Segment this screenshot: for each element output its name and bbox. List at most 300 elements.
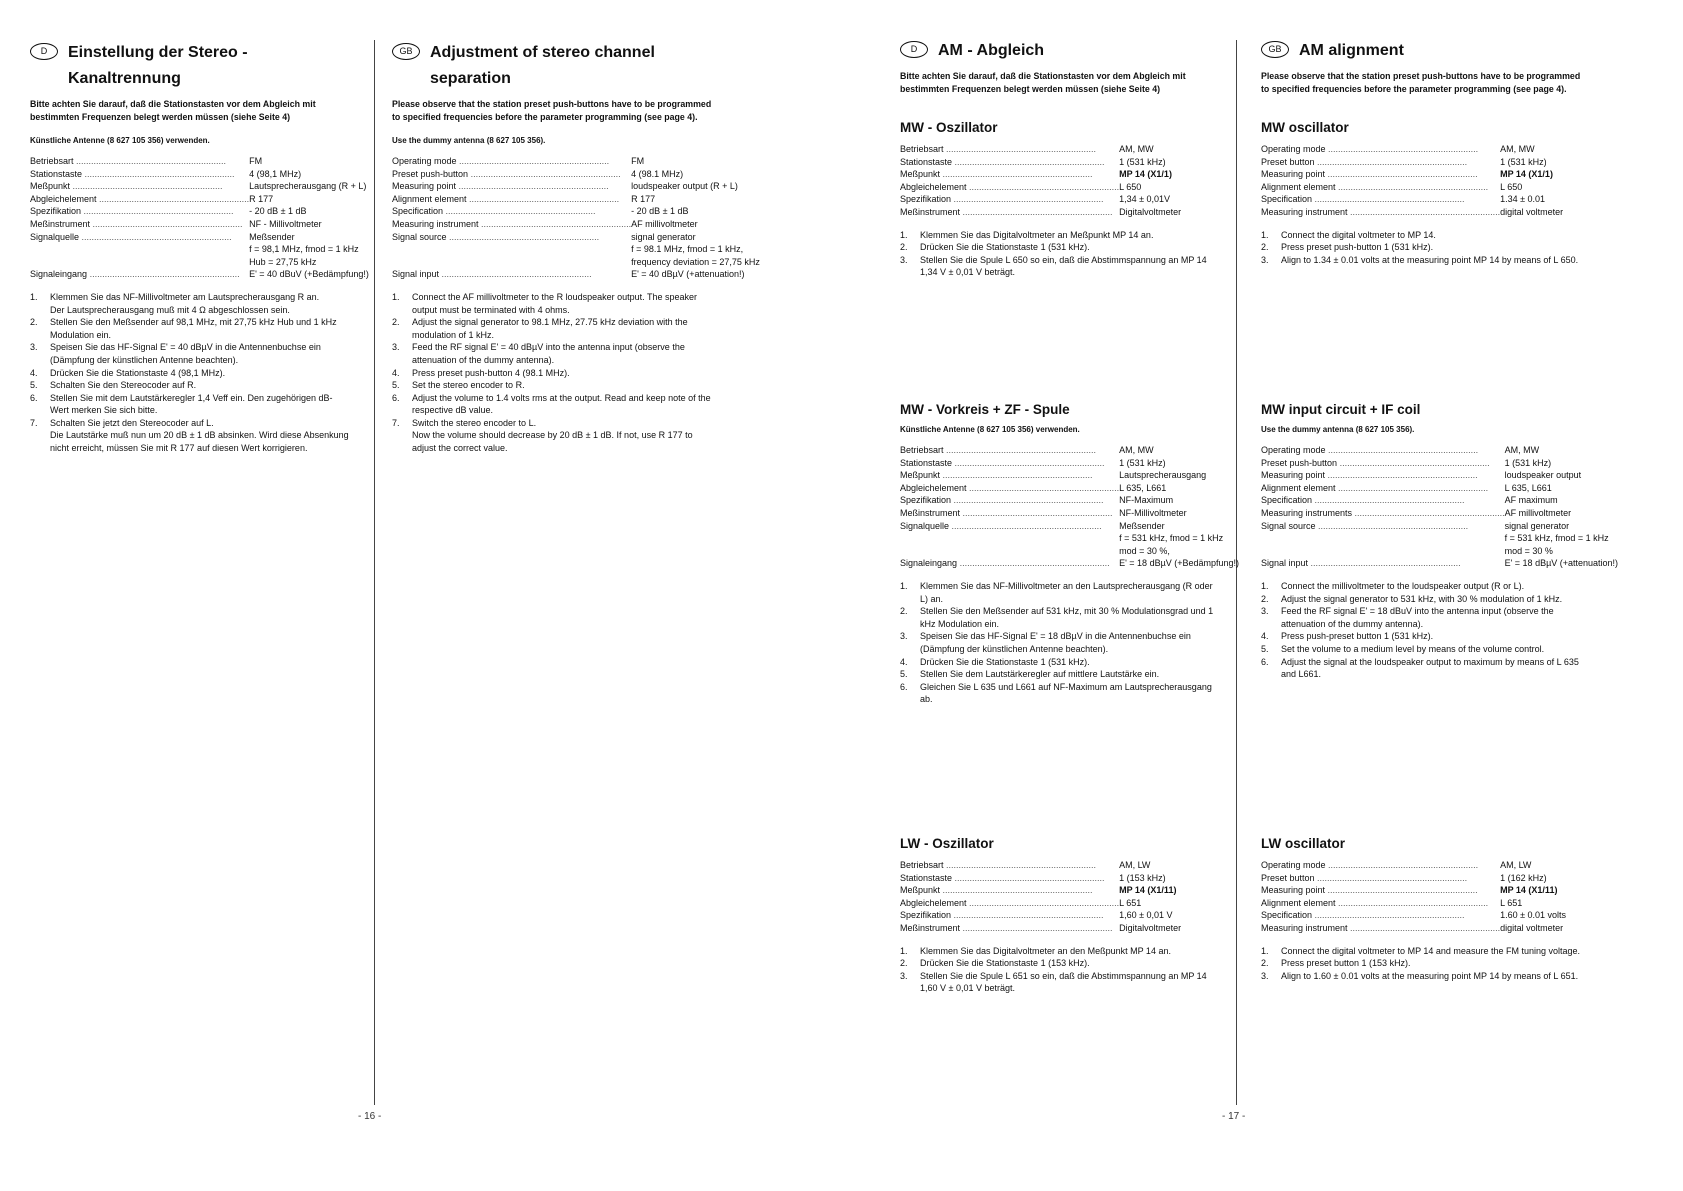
step-number [30, 304, 50, 317]
parameter-row [30, 193, 369, 206]
parameter-row [900, 444, 1239, 457]
step-text: Set the stereo encoder to R. [412, 380, 525, 391]
step-text: Connect the digital voltmeter to MP 14 and measure the FM tuning voltage. [1281, 945, 1580, 956]
step-text: Drücken Sie die Stationstaste 1 (531 kHz). [920, 656, 1090, 667]
parameter-key [392, 193, 631, 206]
step-text: Gleichen Sie L 635 und L661 auf NF-Maximum am Lautsprecherausgang ab. [920, 681, 1212, 705]
parameter-row [900, 181, 1181, 194]
mw-oscillator-de [900, 120, 1220, 279]
parameter-row [30, 218, 369, 231]
leader-dots: ............................................................ [1325, 885, 1478, 896]
step-text: Speisen Sie das HF-Signal E' = 18 dBµV in die Antennenbuchse ein (Dämpfung der künstlichen Antenne beachten). [920, 631, 1191, 654]
parameter-key [1261, 557, 1505, 570]
parameter-key [30, 180, 249, 193]
leader-dots: ............................................................ [1337, 457, 1490, 468]
parameter-value: mod = 30 % [1504, 545, 1553, 556]
page-number-right: - 17 - [1222, 1111, 1246, 1122]
leader-dots: ............................................................ [446, 231, 600, 242]
step-number: 2. [900, 958, 908, 969]
parameter-value: digital voltmeter [1500, 922, 1564, 933]
step-text: Die Lautstärke muß nun um 20 dB ± 1 dB absinken. Wird diese Absenkung nicht erreicht, müssen Sie mit R 177 auf diesen Wert korrigieren. [50, 430, 349, 454]
parameter-key-label: Measuring instruments [1261, 507, 1353, 518]
left-column-divider [374, 40, 375, 1105]
step-text: Align to 1.60 ± 0.01 volts at the measuring point MP 14 by means of L 651. [1281, 970, 1579, 981]
leader-dots: ............................................................ [951, 194, 1104, 205]
parameter-key [900, 206, 1119, 219]
parameter-value: loudspeaker output [1504, 470, 1582, 481]
step-text: Connect the digital voltmeter to MP 14. [1281, 229, 1436, 240]
section-title: Adjustment of stereo channel separation [430, 44, 655, 87]
subsection-title: MW oscillator [1261, 120, 1349, 135]
step-text: Adjust the signal at the loudspeaker output to maximum by means of L 635 and L661. [1281, 656, 1579, 680]
step-item [900, 970, 1220, 995]
parameter-key-label: Betriebsart [900, 445, 944, 455]
antenna-note: Use the dummy antenna (8 627 105 356). [1261, 425, 1415, 434]
parameter-value: 1 (162 kHz) [1500, 872, 1547, 883]
parameter-key-label: Meßinstrument [900, 922, 961, 933]
step-text: Feed the RF signal E' = 18 dBuV into the antenna input (observe the attenuation of the dummy antenna). [1281, 606, 1554, 629]
step-text: Drücken Sie die Stationstaste 1 (531 kHz). [920, 242, 1090, 253]
parameter-key [900, 181, 1119, 194]
parameter-value: 4 (98,1 MHz) [249, 168, 302, 179]
parameter-key [1261, 143, 1500, 156]
parameter-row [1261, 897, 1566, 910]
parameter-value: 1,60 ± 0,01 V [1119, 910, 1173, 921]
parameter-key-label: Alignment element [1261, 897, 1336, 908]
step-item [900, 945, 1220, 958]
parameter-key [1261, 482, 1505, 495]
parameter-key [392, 168, 631, 181]
parameter-value: NF-Millivoltmeter [1119, 507, 1187, 518]
leader-dots: ............................................................ [960, 507, 1113, 518]
parameter-key [900, 494, 1119, 507]
parameter-row [1261, 507, 1618, 520]
parameter-key-label: Stationstaste [900, 872, 953, 883]
parameter-key [1261, 859, 1500, 872]
leader-dots: ............................................................ [1308, 558, 1461, 569]
step-text: Speisen Sie das HF-Signal E' = 40 dBµV in die Antennenbuchse ein (Dämpfung der künstlichen Antenne beachten). [50, 342, 321, 365]
parameter-key [900, 897, 1119, 910]
parameter-row [30, 168, 369, 181]
step-item [1261, 593, 1581, 606]
leader-dots: ............................................................ [81, 206, 234, 217]
parameter-value: f = 531 kHz, fmod = 1 kHz [1504, 533, 1609, 544]
parameter-key-label: Meßpunkt [900, 470, 941, 481]
mw-input-circuit-de [900, 402, 1240, 706]
parameter-row [392, 155, 760, 168]
step-number: 3. [900, 631, 908, 642]
parameter-value: AM, MW [1500, 144, 1535, 154]
parameter-value: E' = 18 dBµV (+attenuation!) [1504, 558, 1619, 569]
step-text: Switch the stereo encoder to L. [412, 417, 537, 428]
parameter-row [900, 922, 1181, 935]
parameter-row [900, 545, 1239, 558]
parameter-value: Meßsender [1119, 520, 1165, 531]
leader-dots: ............................................................ [1325, 860, 1479, 870]
step-text: Press preset button 1 (153 kHz). [1281, 958, 1411, 969]
step-text: Stellen Sie die Spule L 650 so ein, daß die Abstimmspannung an MP 14 1,34 V ± 0,01 V beträgt. [920, 254, 1207, 278]
parameter-value: FM [631, 156, 645, 166]
parameter-value: 1 (531 kHz) [1119, 457, 1166, 468]
parameter-key [392, 155, 631, 168]
parameter-key-label: Alignment element [392, 193, 467, 204]
leader-dots: ............................................................ [1347, 922, 1501, 933]
parameter-row [900, 897, 1181, 910]
parameter-key-label: Meßpunkt [900, 885, 941, 896]
step-text: Stellen Sie den Meßsender auf 531 kHz, mit 30 % Modulationsgrad und 1 kHz Modulation ein. [920, 606, 1214, 629]
parameter-value: 1.34 ± 0.01 [1500, 194, 1546, 205]
section-title: AM - Abgleich [938, 42, 1045, 59]
parameter-key-label: Signal input [1261, 558, 1309, 569]
step-text: Der Lautsprecherausgang muß mit 4 Ω abgeschlossen sein. [50, 304, 290, 315]
parameter-table [30, 155, 369, 281]
step-number: 4. [900, 656, 908, 667]
step-item [900, 681, 1220, 706]
step-text: Adjust the signal generator to 98.1 MHz, 27.75 kHz deviation with the modulation of 1 kHz. [412, 317, 688, 340]
leader-dots: ............................................................ [87, 269, 240, 280]
parameter-value: L 651 [1500, 897, 1523, 908]
parameter-key [1261, 494, 1505, 507]
step-item [1261, 970, 1581, 983]
leader-dots: ............................................................ [1314, 872, 1468, 883]
step-number: 2. [1261, 958, 1269, 969]
leader-dots: ............................................................ [960, 206, 1113, 217]
step-text: Klemmen Sie das Digitalvoltmeter an den Meßpunkt MP 14 an. [920, 945, 1171, 956]
parameter-value: AF maximum [1504, 495, 1558, 506]
parameter-row [392, 180, 760, 193]
step-item [1261, 643, 1581, 656]
parameter-key [900, 457, 1119, 470]
step-text: Align to 1.34 ± 0.01 volts at the measuring point MP 14 by means of L 650. [1281, 254, 1579, 265]
parameter-key [1261, 193, 1500, 206]
flag-gb-icon: GB [1261, 41, 1289, 58]
step-text: Drücken Sie die Stationstaste 1 (153 kHz). [920, 958, 1090, 969]
parameter-row [900, 156, 1181, 169]
step-number: 3. [900, 254, 908, 265]
step-text: Adjust the signal generator to 531 kHz, with 30 % modulation of 1 kHz. [1281, 593, 1563, 604]
leader-dots: ............................................................ [96, 193, 250, 204]
parameter-key-label: Alignment element [1261, 181, 1336, 192]
step-item [392, 429, 712, 454]
step-number: 3. [30, 342, 38, 353]
parameter-key [1261, 909, 1500, 922]
step-number: 2. [392, 317, 400, 328]
parameter-key-label: Measuring point [1261, 470, 1326, 481]
step-list [900, 580, 1220, 706]
step-item [900, 957, 1220, 970]
parameter-row [1261, 457, 1618, 470]
parameter-key [30, 155, 249, 168]
step-item [392, 379, 712, 392]
parameter-key-label: Preset button [1261, 872, 1315, 883]
subsection-title: MW - Oszillator [900, 120, 998, 135]
parameter-value: - 20 dB ± 1 dB [249, 206, 307, 217]
parameter-value: R 177 [249, 193, 274, 204]
step-item [900, 241, 1220, 254]
leader-dots: ............................................................ [79, 231, 232, 242]
parameter-row [1261, 884, 1566, 897]
parameter-value: 1 (531 kHz) [1119, 156, 1166, 167]
parameter-key [30, 205, 249, 218]
am-section-gb [1261, 0, 1619, 1100]
parameter-key [900, 444, 1119, 457]
parameter-key [30, 168, 249, 181]
parameter-key-label: Alignment element [1261, 482, 1336, 493]
step-item [392, 316, 712, 341]
parameter-row [1261, 557, 1618, 570]
step-item [900, 668, 1220, 681]
parameter-value: f = 531 kHz, fmod = 1 kHz [1119, 533, 1224, 544]
mw-input-circuit-gb [1261, 402, 1619, 681]
parameter-row [900, 532, 1239, 545]
parameter-row [900, 909, 1181, 922]
parameter-value: MP 14 (X1/11) [1500, 885, 1558, 896]
parameter-value: - 20 dB ± 1 dB [631, 206, 689, 217]
parameter-key-label: Operating mode [1261, 445, 1326, 455]
leader-dots: ............................................................ [468, 168, 621, 179]
parameter-value: R 177 [631, 193, 656, 204]
parameter-key [1261, 444, 1505, 457]
parameter-key [1261, 206, 1500, 219]
step-list [1261, 945, 1581, 983]
leader-dots: ............................................................ [443, 206, 596, 217]
step-number: 1. [900, 580, 908, 591]
parameter-value: f = 98,1 MHz, fmod = 1 kHz [249, 244, 359, 255]
parameter-row [900, 557, 1239, 570]
step-text: Feed the RF signal E' = 40 dBµV into the antenna input (observe the attenuation of the dummy antenna). [412, 342, 685, 365]
parameter-key-label: Operating mode [392, 156, 457, 166]
parameter-value: 1 (531 kHz) [1504, 457, 1552, 468]
step-item [30, 417, 350, 430]
parameter-value: Hub = 27,75 kHz [249, 256, 317, 267]
leader-dots: ............................................................ [940, 470, 1093, 481]
step-text: Klemmen Sie das NF-Millivoltmeter am Lautsprecherausgang R an. [50, 291, 320, 302]
step-item [900, 580, 1220, 605]
parameter-key [30, 231, 249, 244]
parameter-value: AM, LW [1119, 860, 1151, 870]
leader-dots: ............................................................ [940, 169, 1093, 180]
parameter-row [900, 872, 1181, 885]
parameter-value: AM, MW [1119, 144, 1154, 154]
subsection-title: MW input circuit + IF coil [1261, 402, 1421, 417]
step-number: 5. [30, 380, 38, 391]
step-text: Stellen Sie den Meßsender auf 98,1 MHz, mit 27,75 kHz Hub und 1 kHz Modulation ein. [50, 317, 337, 340]
parameter-value: Digitalvoltmeter [1119, 922, 1182, 933]
step-text: Klemmen Sie das Digitalvoltmeter an Meßpunkt MP 14 an. [920, 229, 1154, 240]
parameter-row [900, 884, 1181, 897]
parameter-key-label: Measuring instrument [1261, 922, 1348, 933]
step-number: 5. [1261, 643, 1269, 654]
step-number: 2. [900, 606, 908, 617]
leader-dots: ............................................................ [1314, 156, 1468, 167]
parameter-row [1261, 859, 1566, 872]
parameter-table [900, 444, 1239, 570]
parameter-key-label: Meßpunkt [900, 169, 941, 180]
parameter-key [900, 156, 1119, 169]
parameter-row [1261, 482, 1618, 495]
parameter-row [1261, 469, 1618, 482]
parameter-key [900, 482, 1119, 495]
parameter-key-label: Betriebsart [900, 144, 944, 154]
parameter-row [1261, 444, 1618, 457]
step-item [1261, 254, 1581, 267]
parameter-row [30, 205, 369, 218]
parameter-key-label: Stationstaste [900, 457, 953, 468]
step-item [392, 392, 712, 417]
step-number [30, 429, 50, 454]
leader-dots: ............................................................ [456, 156, 610, 166]
parameter-row [900, 859, 1181, 872]
leader-dots: ............................................................ [966, 181, 1120, 192]
parameter-key-label: Measuring point [1261, 169, 1326, 180]
parameter-key-label: Measuring point [1261, 885, 1326, 896]
parameter-key-label: Abgleichelement [900, 897, 967, 908]
parameter-value: L 635, L661 [1504, 482, 1552, 493]
step-number: 1. [900, 229, 908, 240]
step-text: Set the volume to a medium level by means of the volume control. [1281, 643, 1545, 654]
parameter-row [900, 507, 1239, 520]
step-number: 1. [900, 945, 908, 956]
parameter-key [900, 884, 1119, 897]
leader-dots: ............................................................ [73, 156, 227, 166]
parameter-row [1261, 872, 1566, 885]
parameter-key-label: Specification [1261, 495, 1313, 506]
preset-note: Bitte achten Sie darauf, daß die Stationstasten vor dem Abgleich mit bestimmten Frequenzen belegt werden müssen (siehe Seite 4) [900, 71, 1186, 94]
parameter-key-label: Meßinstrument [900, 507, 961, 518]
leader-dots: ............................................................ [949, 520, 1102, 531]
parameter-key [392, 256, 631, 269]
step-text: Connect the AF millivoltmeter to the R loudspeaker output. The speaker output must be terminated with 4 ohms. [412, 291, 697, 315]
antenna-note: Use the dummy antenna (8 627 105 356). [392, 136, 546, 145]
parameter-key [392, 231, 631, 244]
parameter-key-label: Signal source [1261, 520, 1316, 531]
section-title: AM alignment [1299, 42, 1404, 59]
step-list [900, 945, 1220, 995]
parameter-row [1261, 193, 1563, 206]
stereo-section-gb [392, 0, 760, 455]
parameter-value: AM, MW [1504, 445, 1540, 455]
parameter-row [392, 256, 760, 269]
leader-dots: ............................................................ [1312, 194, 1465, 205]
step-item [1261, 630, 1581, 643]
parameter-value: 4 (98.1 MHz) [631, 168, 684, 179]
step-list [900, 229, 1220, 279]
parameter-row [900, 168, 1181, 181]
parameter-key [900, 872, 1119, 885]
parameter-row [30, 243, 369, 256]
step-number: 1. [1261, 945, 1269, 956]
parameter-value: signal generator [631, 231, 696, 242]
parameter-value: AM, LW [1500, 860, 1532, 870]
step-number: 1. [1261, 580, 1269, 591]
parameter-value: 1 (153 kHz) [1119, 872, 1166, 883]
leader-dots: ............................................................ [1347, 206, 1501, 217]
step-list [392, 291, 712, 455]
step-text: Stellen Sie dem Lautstärkeregler auf mittlere Lautstärke ein. [920, 669, 1160, 680]
leader-dots: ............................................................ [1315, 520, 1469, 531]
step-item [1261, 945, 1581, 958]
parameter-key-label: Spezifikation [900, 910, 952, 921]
parameter-key [900, 557, 1119, 570]
parameter-key-label: Measuring instrument [392, 218, 479, 229]
parameter-key [1261, 897, 1500, 910]
parameter-row [1261, 520, 1618, 533]
parameter-row [1261, 545, 1618, 558]
parameter-value: MP 14 (X1/1) [1500, 169, 1553, 180]
parameter-key-label: Spezifikation [900, 194, 952, 205]
parameter-value: MP 14 (X1/11) [1119, 885, 1177, 896]
parameter-row [392, 205, 760, 218]
parameter-key-label: Meßpunkt [30, 181, 71, 192]
parameter-key-label: Stationstaste [30, 168, 83, 179]
parameter-row [30, 155, 369, 168]
parameter-key [1261, 520, 1505, 533]
step-item [900, 630, 1220, 655]
step-number: 5. [900, 669, 908, 680]
step-number: 4. [392, 367, 400, 378]
step-number: 2. [1261, 242, 1269, 253]
parameter-key-label: Specification [1261, 194, 1313, 205]
parameter-row [30, 231, 369, 244]
page-number-left: - 16 - [358, 1111, 382, 1122]
preset-note: Please observe that the station preset push-buttons have to be programmed to specified frequencies before the parameter programming (see page 4). [392, 99, 712, 122]
parameter-value: E' = 40 dBuV (+Bedämpfung!) [249, 269, 369, 280]
parameter-row [1261, 909, 1566, 922]
lw-oscillator-de [900, 836, 1220, 995]
parameter-value: MP 14 (X1/1) [1119, 169, 1172, 180]
parameter-key [392, 205, 631, 218]
parameter-key [900, 545, 1119, 558]
parameter-table [1261, 859, 1566, 935]
leader-dots: ............................................................ [943, 445, 1097, 455]
parameter-value: Meßsender [249, 231, 295, 242]
leader-dots: ............................................................ [966, 482, 1120, 493]
leader-dots: ............................................................ [1325, 144, 1479, 154]
step-text: Connect the millivoltmeter to the loudspeaker output (R or L). [1281, 580, 1525, 591]
step-item [1261, 656, 1581, 681]
parameter-key-label: Signaleingang [30, 269, 88, 280]
parameter-value: AF millivoltmeter [631, 218, 698, 229]
parameter-table [900, 859, 1181, 935]
step-item [30, 291, 350, 304]
subsection-title: MW - Vorkreis + ZF - Spule [900, 402, 1070, 417]
parameter-value: E' = 18 dBµV (+Bedämpfung!) [1119, 558, 1240, 569]
parameter-row [30, 256, 369, 269]
subsection-title: LW oscillator [1261, 836, 1346, 851]
leader-dots: ............................................................ [1335, 181, 1489, 192]
parameter-key-label: Preset push-button [392, 168, 469, 179]
parameter-key-label: Signalquelle [900, 520, 950, 531]
parameter-value: L 651 [1119, 897, 1142, 908]
step-item [900, 656, 1220, 669]
step-item [392, 367, 712, 380]
parameter-key-label: Abgleichelement [900, 181, 967, 192]
step-text: Adjust the volume to 1.4 volts rms at the output. Read and keep note of the respective dB value. [412, 392, 711, 416]
parameter-value: FM [249, 156, 263, 166]
parameter-key [900, 469, 1119, 482]
step-number: 3. [1261, 606, 1269, 617]
leader-dots: ............................................................ [952, 156, 1105, 167]
step-item [1261, 605, 1581, 630]
step-number: 6. [1261, 656, 1269, 667]
step-number: 2. [900, 242, 908, 253]
leader-dots: ............................................................ [1325, 445, 1479, 455]
lw-oscillator-gb [1261, 836, 1581, 982]
leader-dots: ............................................................ [1352, 507, 1505, 518]
parameter-value: AF millivoltmeter [1504, 507, 1572, 518]
parameter-key-label: Specification [392, 206, 444, 217]
step-text: Stellen Sie mit dem Lautstärkeregler 1,4 Veff ein. Den zugehörigen dB-Wert merken Sie sich bitte. [50, 392, 333, 416]
